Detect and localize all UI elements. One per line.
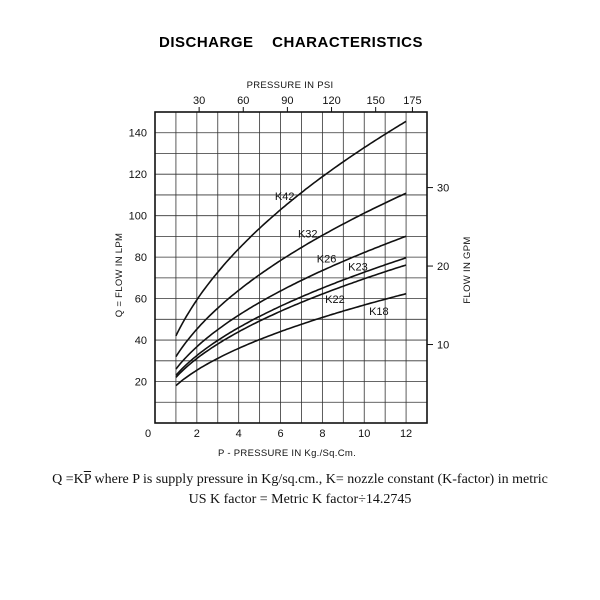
y-axis-title: Q = FLOW IN LPM xyxy=(114,232,125,318)
top-axis-title: PRESSURE IN PSI xyxy=(246,80,334,91)
curve-label-k32: K32 xyxy=(297,228,318,241)
x-axis-title: P - PRESSURE IN Kg./Sq.Cm. xyxy=(217,448,357,459)
chart-grid xyxy=(155,112,427,423)
x-tick-label: 6 xyxy=(277,428,284,440)
y-tick-label: 60 xyxy=(134,293,147,306)
x-tick-label: 8 xyxy=(319,428,326,440)
gpm-tick-label: 20 xyxy=(437,261,450,274)
formula-line-1 xyxy=(0,472,600,488)
curve-label-k23: K23 xyxy=(348,261,368,274)
y-tick-label: 80 xyxy=(134,252,147,265)
y-tick-label: 100 xyxy=(128,210,147,223)
curve-label-k42: K42 xyxy=(274,191,295,204)
formula-prefix: Q =K xyxy=(52,472,84,487)
right-axis-title: FLOW IN GPM xyxy=(462,236,473,304)
gpm-tick-label: 30 xyxy=(437,182,450,195)
curve-label-k26: K26 xyxy=(316,253,337,266)
x-tick-label: 2 xyxy=(193,428,200,440)
y-tick-label: 120 xyxy=(128,169,147,182)
x-tick-label: 10 xyxy=(358,428,371,440)
psi-tick-label: 60 xyxy=(237,95,250,107)
axis-ticks xyxy=(199,107,433,345)
formula-line-2: US K factor = Metric K factor÷14.2745 xyxy=(188,492,412,507)
psi-tick-label: 120 xyxy=(322,95,341,107)
formula-description: where P is supply pressure in Kg/sq.cm., K= nozzle constant (K-factor) in metric xyxy=(91,472,548,487)
curve-k32 xyxy=(176,193,406,357)
psi-tick-label: 90 xyxy=(281,95,294,107)
psi-tick-label: 150 xyxy=(366,95,385,107)
formula-sqrt-p: $\overline{P}$ xyxy=(83,472,92,487)
x-tick-label: 12 xyxy=(399,428,413,440)
chart-title: DISCHARGE CHARACTERISTICS xyxy=(158,34,424,51)
y-tick-label: 20 xyxy=(134,376,147,389)
curves xyxy=(176,121,406,385)
tick-labels xyxy=(129,95,450,440)
x-tick-label-zero: 0 xyxy=(144,428,152,440)
y-tick-label: 140 xyxy=(128,127,147,140)
psi-tick-label: 30 xyxy=(193,95,206,107)
x-tick-label: 4 xyxy=(235,428,242,440)
gpm-tick-label: 10 xyxy=(437,339,450,352)
curve-label-k22: K22 xyxy=(325,294,345,307)
plot-border xyxy=(155,112,427,423)
curve-label-k18: K18 xyxy=(369,305,389,318)
y-tick-label: 40 xyxy=(134,335,147,348)
psi-tick-label: 175 xyxy=(403,95,422,107)
